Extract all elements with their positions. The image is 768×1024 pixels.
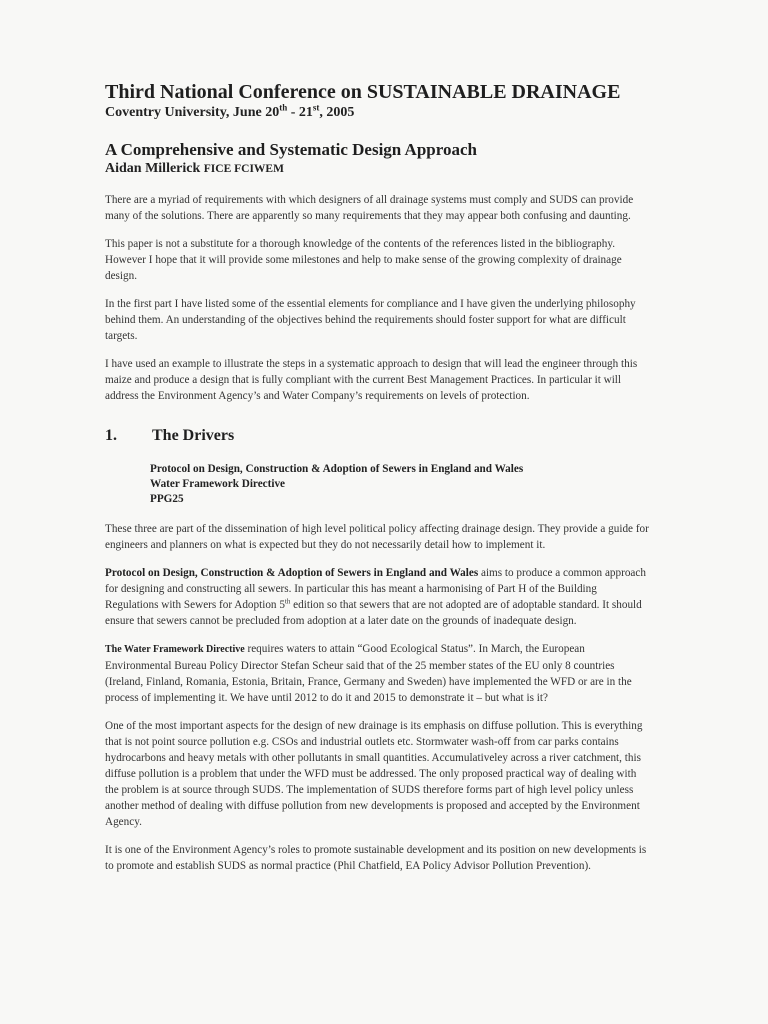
protocol-lead: Protocol on Design, Construction & Adoption of Sewers in England and Wales [105,567,479,579]
venue-prefix: Coventry University, June 20 [105,105,280,120]
author-name: Aidan Millerick [105,161,201,176]
intro-paragraph-3: In the first part I have listed some of the essential elements for compliance and I have given the underlying philosophy behind them. An understanding of the objectives behind the requirements should foster support for what are difficult targets. [105,298,636,342]
paper-title: A Comprehensive and Systematic Design Approach [105,140,477,159]
protocol-paragraph [105,565,650,629]
section-number: 1. [105,427,117,444]
edition-suffix: th [284,597,291,606]
protocol-text-b: edition so that sewers that are not adopted are of adoptable standard. It should ensure that sewers cannot be precluded from adoption at a later date on the grounds of inadequate design. [105,599,642,627]
dissemination-paragraph: These three are part of the dissemination of high level political policy affecting drainage design. They provide a guide for engineers and planners on what is expected but they do not necessarily detail how to implement it. [105,523,649,551]
protocol-text-a: aims to produce a common approach for designing and constructing all sewers. In particular this has meant a harmonising of Part H of the Building Regulations with Sewers for Adoption 5 [105,567,646,611]
environment-agency-paragraph: It is one of the Environment Agency’s roles to promote sustainable development and its position on new developments is to promote and establish SUDS as normal practice (Phil Chatfield, EA Policy Advisor Pollution Prevention). [105,844,647,872]
drivers-list-item: PPG25 [150,493,184,505]
intro-paragraph-1: There are a myriad of requirements with which designers of all drainage systems must comply and SUDS can provide many of the solutions. There are apparently so many requirements that they may appear both confusing and daunting. [105,194,634,222]
page-content [105,80,650,874]
intro-paragraph-4: I have used an example to illustrate the steps in a systematic approach to design that will lead the engineer through this maize and produce a design that is fully compliant with the current Best Management Practices. In particular it will address the Environment Agency’s and Water Company’s requirements on levels of protection. [105,358,638,402]
diffuse-pollution-paragraph: One of the most important aspects for the design of new drainage is its emphasis on diffuse pollution. This is everything that is not point source pollution e.g. CSOs and industrial outlets etc. Stormwater wash-off from car parks contains hydrocarbons and heavy metals with other pollutants in small quantities. Accumulativeley across a river catchment, this diffuse pollution is a problem that under the WFD must be addressed. The only proposed practical way of dealing with the problem is at source through SUDS. The implementation of SUDS therefore forms part of high level policy unless another method of dealing with diffuse pollution from new developments is proposed and accepted by the Environment Agency. [105,720,643,828]
conference-year: , 2005 [319,105,355,120]
drivers-list-item: Water Framework Directive [150,478,286,490]
conference-title: Third National Conference on SUSTAINABLE DRAINAGE [105,81,621,103]
conference-venue-date [105,104,650,122]
section-heading-drivers [105,426,650,446]
intro-paragraph-2: This paper is not a substitute for a thorough knowledge of the contents of the references listed in the bibliography. However I hope that it will provide some milestones and help to make sense of the growing complexity of drainage design. [105,238,622,282]
wfd-lead: The Water Framework Directive [105,644,245,655]
date-start-suffix: th [279,102,288,113]
author-qualifications: FICE FCIWEM [203,163,284,175]
drivers-list-item: Protocol on Design, Construction & Adoption of Sewers in England and Wales [150,463,524,475]
section-title: The Drivers [152,427,235,444]
date-mid: - 21 [287,105,313,120]
wfd-paragraph [105,641,650,706]
author-line [105,160,650,178]
drivers-list [150,462,650,507]
wfd-text: requires waters to attain “Good Ecological Status”. In March, the European Environmental Bureau Policy Director Stefan Scheur said that of the 25 member states of the EU only 8 countries (Ireland, Finland, Romania, Estonia, Britain, France, Germany and Sweden) have implemented the WFD or are in the process of implementing it. We have until 2012 to do it and 2015 to demonstrate it – but what is it? [105,643,632,704]
date-end-suffix: st [312,102,320,113]
